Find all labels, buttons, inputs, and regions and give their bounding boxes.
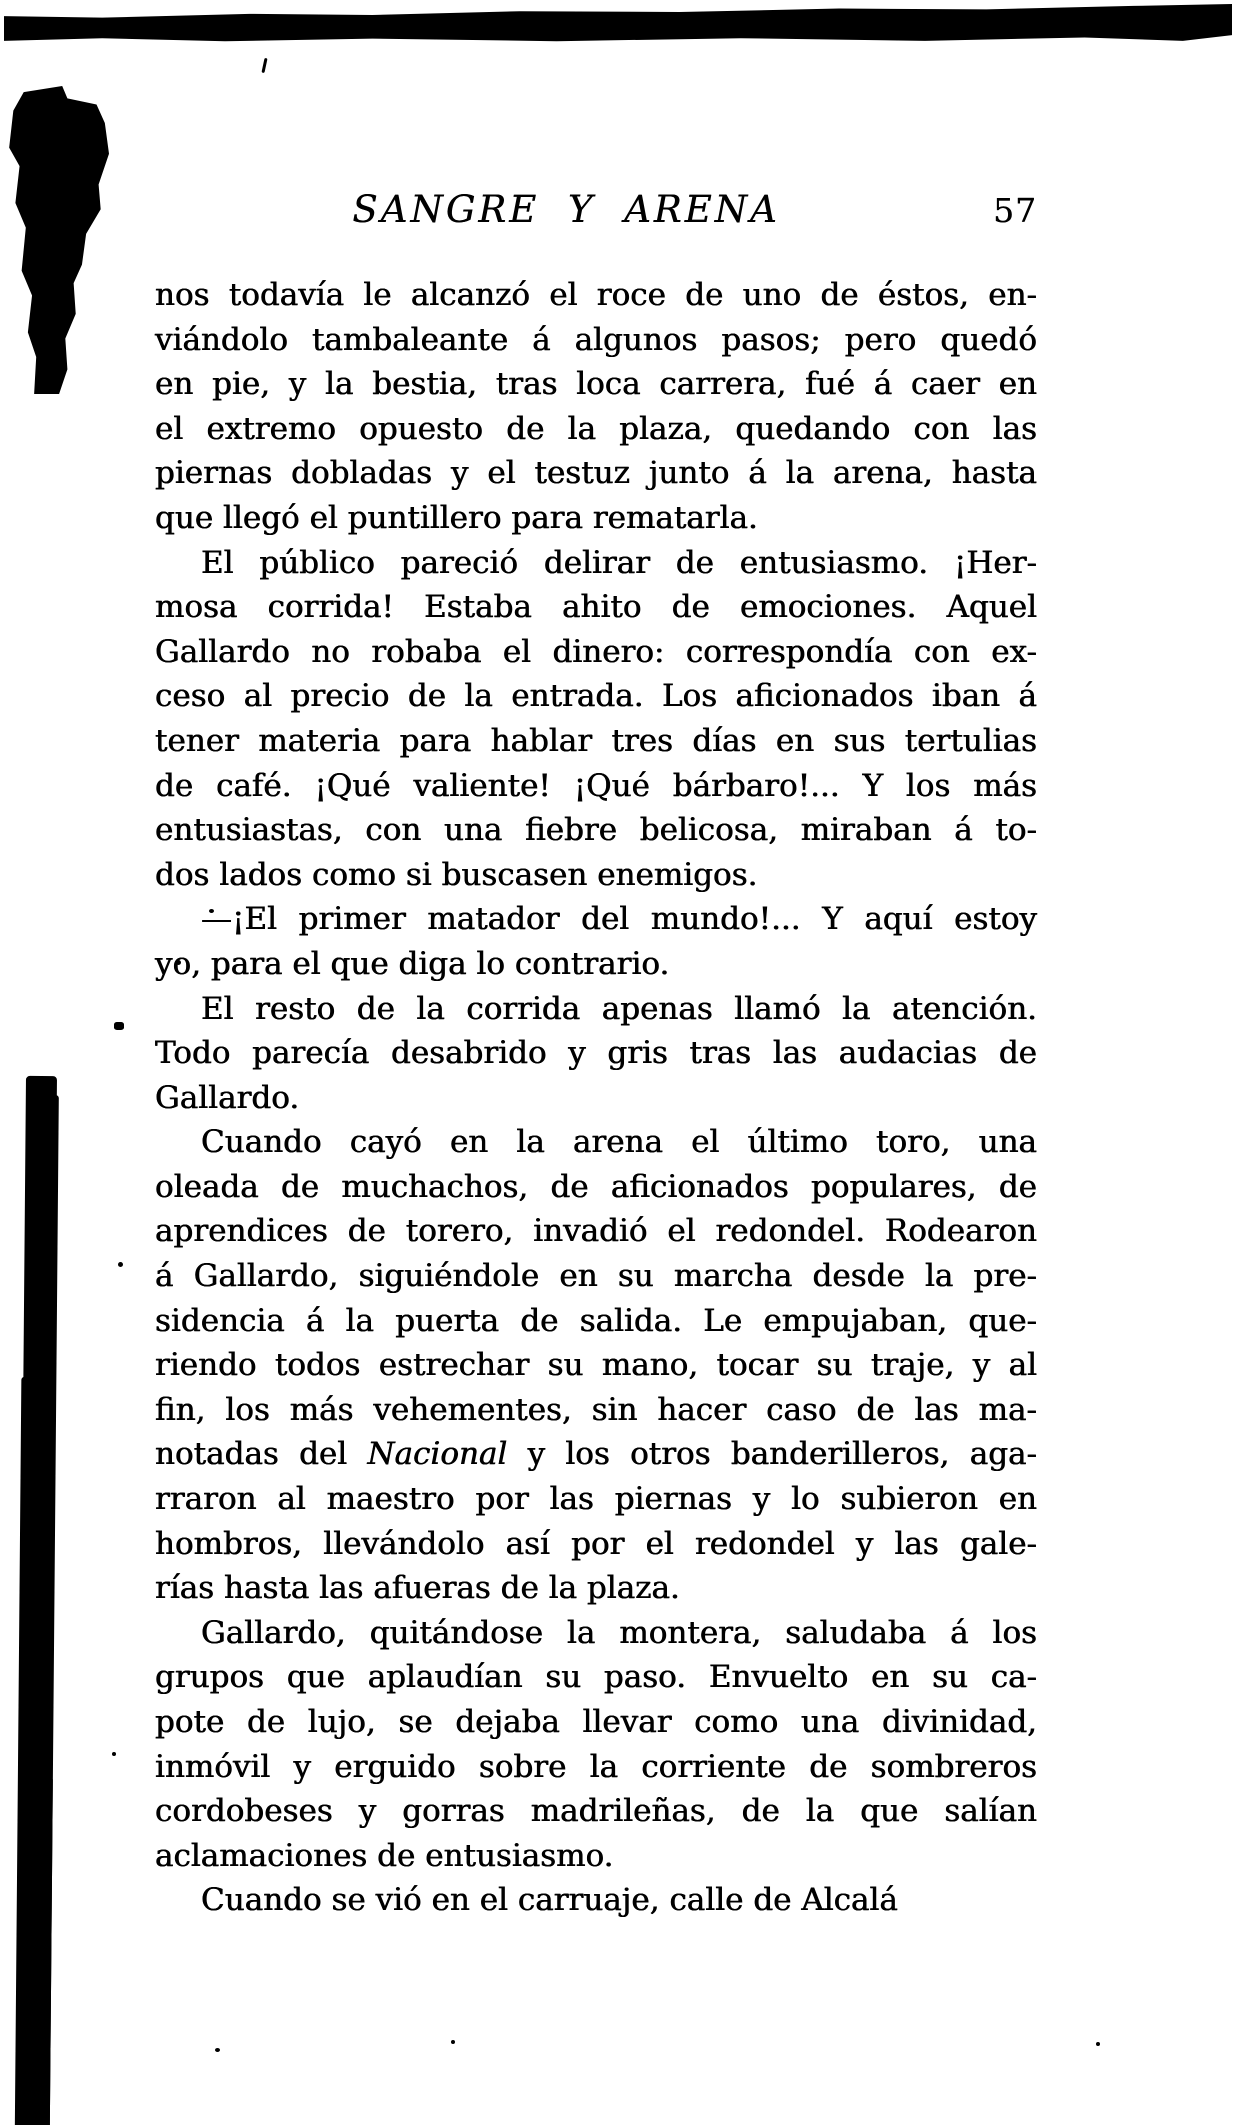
text-line: mosa corrida! Estaba ahito de emociones. Aquel [155,589,1037,626]
text-body [155,273,1037,1923]
ink-speck [1096,2042,1100,2046]
paragraph [155,1611,1037,1879]
text-line: Cuando se vió en el carruaje, calle de Alcalá [201,1882,898,1919]
text-line: sidencia á la puerta de salida. Le empujaban, que- [155,1302,1037,1339]
text-line: Gallardo. [155,1079,300,1116]
text-line: notadas del Nacional y los otros banderilleros, aga- [155,1436,1037,1473]
page-number: 57 [993,191,1037,230]
text-line: tener materia para hablar tres días en sus tertulias [155,722,1037,759]
text-line: fin, los más vehementes, sin hacer caso de las ma- [155,1391,1037,1428]
text-line: pote de lujo, se dejaba llevar como una divinidad, [155,1704,1037,1740]
text-line: —¡El primer matador del mundo!... Y aquí estoy [201,901,1037,938]
text-line: Gallardo no robaba el dinero: correspondía con ex- [155,633,1037,670]
text-line: El público pareció delirar de entusiasmo. ¡Her- [201,544,1037,581]
text-line: inmóvil y erguido sobre la corriente de sombreros [155,1748,1037,1785]
paragraph [155,273,1037,541]
text-line: grupos que aplaudían su paso. Envuelto en su ca- [155,1659,1037,1696]
ink-speck [261,58,267,73]
scan-artifact-top-bar [4,4,1232,42]
text-line: cordobeses y gorras madrileñas, de la que salían [155,1793,1037,1830]
text-line: rraron al maestro por las piernas y lo subieron en [155,1481,1037,1518]
text-line: aclamaciones de entusiasmo. [155,1837,614,1874]
paragraph [155,987,1037,1121]
ink-speck [118,1262,123,1267]
paragraph [155,541,1037,898]
text-line: dos lados como si buscasen enemigos. [155,856,758,893]
text-line: entusiastas, con una fiebre belicosa, miraban á to- [155,812,1037,849]
ink-speck [114,1022,124,1030]
ink-speck [112,1752,116,1756]
book-title-header: SANGRE Y ARENA [352,188,780,231]
running-header [155,188,1037,234]
text-line: riendo todos estrechar su mano, tocar su traje, y al [155,1347,1037,1384]
scan-artifact-left-streak [17,1076,57,2120]
text-line: Todo parecía desabrido y gris tras las audacias de [155,1035,1037,1072]
text-line: Cuando cayó en la arena el último toro, una [201,1124,1037,1161]
text-line: oleada de muchachos, de aficionados populares, de [155,1168,1037,1205]
text-line: que llegó el puntillero para rematarla. [155,499,758,536]
text-line: piernas dobladas y el testuz junto á la arena, hasta [155,455,1037,492]
text-line: yo, para el que diga lo contrario. [155,945,670,982]
text-line: rías hasta las afueras de la plaza. [155,1570,680,1607]
text-line: ceso al precio de la entrada. Los aficionados iban á [155,678,1037,715]
scan-artifact-ink-blob [5,86,109,394]
ink-speck [215,2048,220,2052]
text-line: el extremo opuesto de la plaza, quedando con las [155,410,1037,447]
text-line: viándolo tambaleante á algunos pasos; pero quedó [155,321,1037,358]
text-line: en pie, y la bestia, tras loca carrera, fué á caer en [155,366,1037,403]
text-line: de café. ¡Qué valiente! ¡Qué bárbaro!... Y los más [155,767,1037,804]
text-line: El resto de la corrida apenas llamó la atención. [201,990,1037,1027]
ink-speck [451,2040,455,2044]
text-line: aprendices de torero, invadió el redondel. Rodearon [155,1213,1037,1250]
text-line: á Gallardo, siguiéndole en su marcha desde la pre- [155,1258,1037,1295]
paragraph [155,897,1037,986]
text-line: nos todavía le alcanzó el roce de uno de éstos, en- [155,277,1037,313]
text-line: hombros, llevándolo así por el redondel y las gale- [155,1525,1037,1562]
paragraph [155,1878,1037,1923]
paragraph [155,1120,1037,1611]
text-line: Gallardo, quitándose la montera, saludaba á los [201,1614,1037,1651]
